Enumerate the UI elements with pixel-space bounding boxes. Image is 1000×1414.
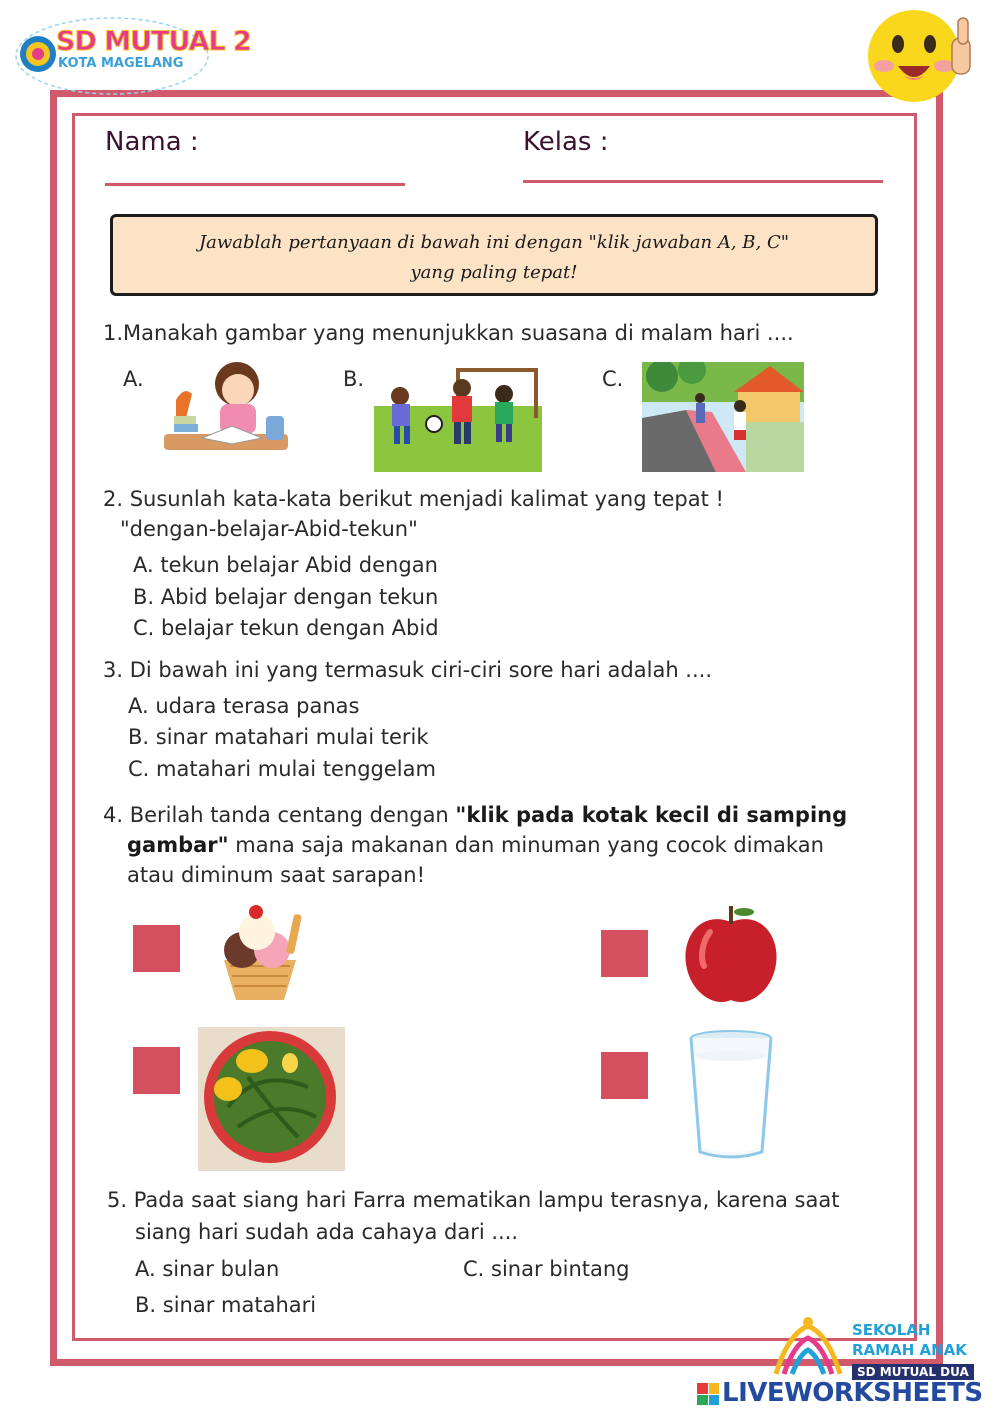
logo-subtitle: KOTA MAGELANG	[58, 56, 184, 71]
q5-option-b[interactable]: B. sinar matahari	[135, 1293, 317, 1317]
apple-image	[680, 902, 782, 1008]
checkbox-apple[interactable]	[601, 930, 648, 977]
class-answer-line[interactable]	[523, 180, 883, 183]
q4-rest: mana saja makanan dan minuman yang cocok dimakan	[228, 833, 824, 857]
instruction-box	[110, 214, 878, 296]
q1-image-kids-soccer[interactable]	[374, 364, 542, 472]
q3-option-c[interactable]: C. matahari mulai tenggelam	[128, 757, 436, 781]
checkbox-ice-cream[interactable]	[133, 925, 180, 972]
q2-option-c[interactable]: C. belajar tekun dengan Abid	[133, 616, 439, 640]
vegetable-soup-image	[198, 1027, 345, 1171]
sekolah-ramah-anak-text	[852, 1320, 967, 1360]
question-4-text	[103, 800, 893, 890]
milk-glass-image	[686, 1028, 776, 1160]
name-label: Nama :	[105, 127, 199, 157]
thumbs-up-emoji-icon	[862, 4, 982, 104]
name-answer-line[interactable]	[105, 183, 405, 186]
q1-image-street-house[interactable]	[642, 362, 804, 472]
q1-option-a[interactable]: A.	[123, 367, 144, 391]
school-logo	[12, 12, 251, 98]
checkbox-milk[interactable]	[601, 1052, 648, 1099]
question-3-text: 3. Di bawah ini yang termasuk ciri-ciri sore hari adalah ....	[103, 658, 712, 682]
q1-option-b[interactable]: B.	[343, 367, 365, 391]
sekolah-ramah-anak-logo-icon	[768, 1314, 848, 1380]
sekolah-line-1: SEKOLAH	[852, 1321, 931, 1339]
q4-bold-1: "klik pada kotak kecil di samping	[455, 803, 848, 827]
question-2-text: 2. Susunlah kata-kata berikut menjadi kalimat yang tepat !	[103, 487, 724, 511]
ice-cream-image	[210, 900, 310, 1004]
q4-bold-2: gambar"	[127, 833, 229, 857]
checkbox-vegetable-soup[interactable]	[133, 1047, 180, 1094]
q4-line-3: atau diminum saat sarapan!	[127, 863, 425, 887]
sekolah-line-2: RAMAH ANAK	[852, 1341, 967, 1359]
question-2-words: "dengan-belajar-Abid-tekun"	[120, 517, 418, 541]
liveworksheets-brand[interactable]: LIVEWORKSHEETS	[722, 1378, 983, 1408]
q5-option-c[interactable]: C. sinar bintang	[463, 1257, 630, 1281]
q2-option-a[interactable]: A. tekun belajar Abid dengan	[133, 553, 438, 577]
q3-option-b[interactable]: B. sinar matahari mulai terik	[128, 725, 429, 749]
instruction-line-1: Jawablah pertanyaan di bawah ini dengan "klik jawaban A, B, C"	[198, 232, 790, 253]
q3-option-a[interactable]: A. udara terasa panas	[128, 694, 360, 718]
sd-mutual-dua-badge: SD MUTUAL DUA	[852, 1364, 974, 1380]
class-label: Kelas :	[523, 127, 609, 157]
q5-option-a[interactable]: A. sinar bulan	[135, 1257, 280, 1281]
instruction-line-2: yang paling tepat!	[410, 262, 578, 283]
question-5-text-2: siang hari sudah ada cahaya dari ....	[135, 1220, 519, 1244]
q2-option-b[interactable]: B. Abid belajar dengan tekun	[133, 585, 439, 609]
liveworksheets-icon	[697, 1383, 719, 1405]
logo-name: SD MUTUAL 2	[56, 26, 251, 57]
q1-image-child-studying[interactable]	[162, 356, 297, 468]
q1-option-c[interactable]: C.	[602, 367, 624, 391]
question-5-text: 5. Pada saat siang hari Farra mematikan lampu terasnya, karena saat	[107, 1188, 840, 1212]
question-1-text: 1.Manakah gambar yang menunjukkan suasana di malam hari ....	[103, 321, 794, 345]
q4-prefix: 4. Berilah tanda centang dengan	[103, 803, 456, 827]
